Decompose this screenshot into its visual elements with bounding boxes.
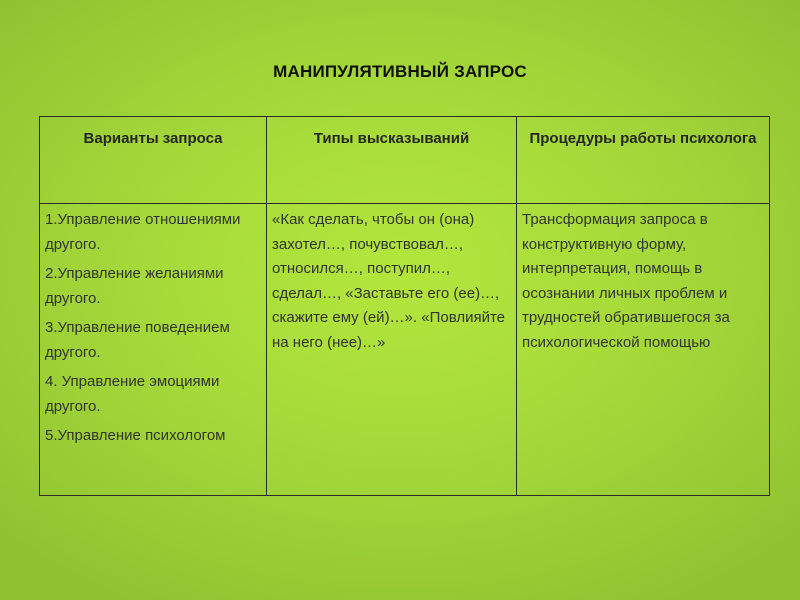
- statement-types-text: «Как сделать, чтобы он (она) захотел…, почувствовал…, относился…, поступил…, сделал…, «Заставьте его (ее)…, скажите ему (ей)…». «Повлияйте на него (нее)…»: [272, 211, 506, 351]
- variant-item: 2.Управление желаниями другого.: [45, 265, 224, 307]
- header-psychologist-procedures: Процедуры работы психолога: [517, 117, 770, 204]
- slide-title: МАНИПУЛЯТИВНЫЙ ЗАПРОС: [273, 62, 527, 81]
- statement-types-cell: [267, 204, 517, 496]
- procedures-text: Трансформация запроса в конструктивную форму, интерпретация, помощь в осознании личных проблем и трудностей обратившегося за психологической помощью: [522, 211, 730, 351]
- header-statement-types: Типы высказываний: [267, 117, 517, 204]
- table-row: [40, 204, 770, 496]
- procedures-cell: [517, 204, 770, 496]
- variant-item: 1.Управление отношениями другого.: [45, 211, 241, 253]
- header-request-variants: Варианты запроса: [40, 117, 267, 204]
- variant-item: 3.Управление поведением другого.: [45, 319, 230, 361]
- variant-item: 4. Управление эмоциями другого.: [45, 373, 220, 415]
- variants-cell: [40, 204, 267, 496]
- request-table: [39, 116, 770, 496]
- variant-item: 5.Управление психологом: [45, 427, 226, 444]
- table-header-row: [40, 117, 770, 204]
